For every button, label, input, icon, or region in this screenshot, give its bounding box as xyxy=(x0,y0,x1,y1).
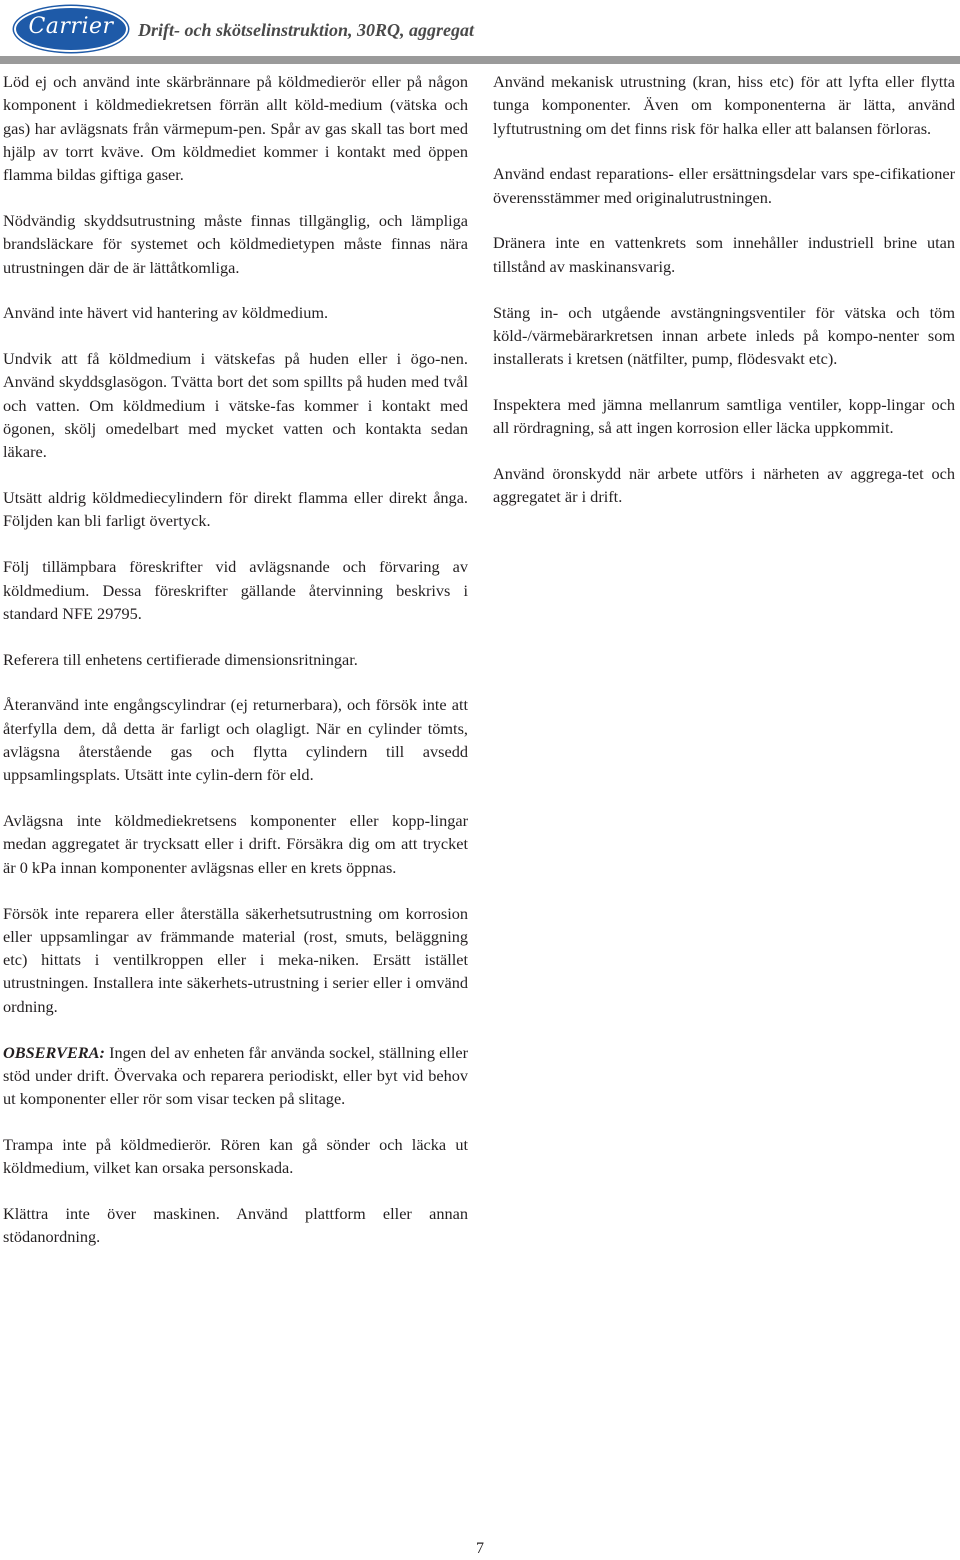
paragraph-protective-equipment: Nödvändig skyddsutrustning måste finnas tillgänglig, och lämpliga brandsläckare för systemet och köldmedietypen måste finnas nära utrustningen där de är lättåtkomliga. xyxy=(3,210,468,277)
carrier-logo xyxy=(14,6,128,52)
paragraph-inspection: Inspektera med jämna mellanrum samtliga ventiler, kopp-lingar och all rördragning, så att ingen korrosion eller läcka uppkommit. xyxy=(493,394,955,438)
paragraph-safety-equipment: Försök inte reparera eller återställa säkerhetsutrustning om korrosion eller uppsamlingar av främmande material (rost, smuts, beläggning etc) hittats i ventilkroppen eller i meka-niken. Ersätt istället utrustningen. Installera inte säkerhets-utrustning i serier eller i omvänd ordning. xyxy=(3,903,468,1016)
logo-text: Carrier xyxy=(28,14,114,39)
observera-label: OBSERVERA: xyxy=(3,1042,105,1062)
paragraph-observera xyxy=(3,1041,468,1111)
left-column xyxy=(3,70,468,1271)
page-number: 7 xyxy=(476,1540,484,1557)
paragraph-spare-parts: Använd endast reparations- eller ersättningsdelar vars spe-cifikationer överensstämmer med originalutrustningen. xyxy=(493,164,955,207)
header-rule xyxy=(0,56,960,64)
paragraph-skin-eyes: Undvik att få köldmedium i vätskefas på huden eller i ögo-nen. Använd skyddsglasögon. Tvätta bort det som spillts på huden med tvål och vatten. Om köldmedium i vätske-fas kommer i kontakt med ögonen, skölj omedelbart med mycket vatten och kontakta sedan läkare. xyxy=(3,349,468,462)
paragraph-shutoff-valves: Stäng in- och utgående avstängningsventiler för vätska och töm köld-/värmebärarkretsen innan arbete inleds på kompo-nenter som installerats i kretsen (nätfilter, pump, flödesvakt etc). xyxy=(493,302,955,369)
paragraph-soldering: Löd ej och använd inte skärbrännare på köldmedierör eller på någon komponent i köldmediekretsen förrän allt köld-medium (vätska och gas) har avlägsnats från värmepum-pen. Spår av gas skall tas bort med hjälp av torrt kväve. Om köldmediet kommer i kontakt med öppen flamma bildas giftiga gaser. xyxy=(3,72,468,185)
paragraph-ear-protection: Använd öronskydd när arbete utförs i närheten av aggrega-tet och aggregatet är i drift. xyxy=(493,464,955,507)
paragraph-drawings: Referera till enhetens certifierade dimensionsritningar. xyxy=(3,649,358,669)
paragraph-disposable-cylinders: Återanvänd inte engångscylindrar (ej returnerbara), och försök inte att återfylla dem, då detta är farligt och olagligt. När en cylinder tömts, avlägsna återstående gas och flytta cylindern till avsedd uppsamlingsplats. Utsätt inte cylin-dern för eld. xyxy=(3,695,468,785)
paragraph-climbing: Klättra inte över maskinen. Använd plattform eller annan stödanordning. xyxy=(3,1203,468,1247)
paragraph-refrigerant-pipes: Trampa inte på köldmedierör. Rören kan gå sönder och läcka ut köldmedium, vilket kan orsaka personskada. xyxy=(3,1134,468,1178)
paragraph-pressurized-components: Avlägsna inte köldmediekretsens komponenter eller kopp-lingar medan aggregatet är trycksatt eller i drift. Försäkra dig om att trycket är 0 kPa innan komponenter avlägsnas eller en krets öppnas. xyxy=(3,811,468,877)
right-column xyxy=(493,70,955,531)
document-title: Drift- och skötselinstruktion, 30RQ, aggregat xyxy=(138,20,475,40)
paragraph-siphon: Använd inte hävert vid hantering av köldmedium. xyxy=(3,303,329,323)
paragraph-brine: Dränera inte en vattenkrets som innehåller industriell brine utan tillstånd av maskinansvarig. xyxy=(493,233,955,276)
paragraph-cylinder-flame: Utsätt aldrig köldmediecylindern för direkt flamma eller direkt ånga. Följden kan bli farligt övertyck. xyxy=(3,488,468,531)
paragraph-regulations: Följ tillämpbara föreskrifter vid avlägsnande och förvaring av köldmedium. Dessa föreskrifter gällande återvinning beskrivs i standard NFE 29795. xyxy=(3,557,468,623)
page-header xyxy=(0,0,960,66)
observera-text: Ingen del av enheten får använda sockel, ställning eller stöd under drift. Övervaka och reparera periodiskt, eller byt vid behov ut komponenter eller rör som visar tecken på slitage. xyxy=(3,1042,468,1109)
paragraph-lifting: Använd mekanisk utrustning (kran, hiss etc) för att lyfta eller flytta tunga komponenter. Även om komponenterna är lätta, använd lyftutrustning om det finns risk för halka eller att balansen förloras. xyxy=(493,72,955,138)
